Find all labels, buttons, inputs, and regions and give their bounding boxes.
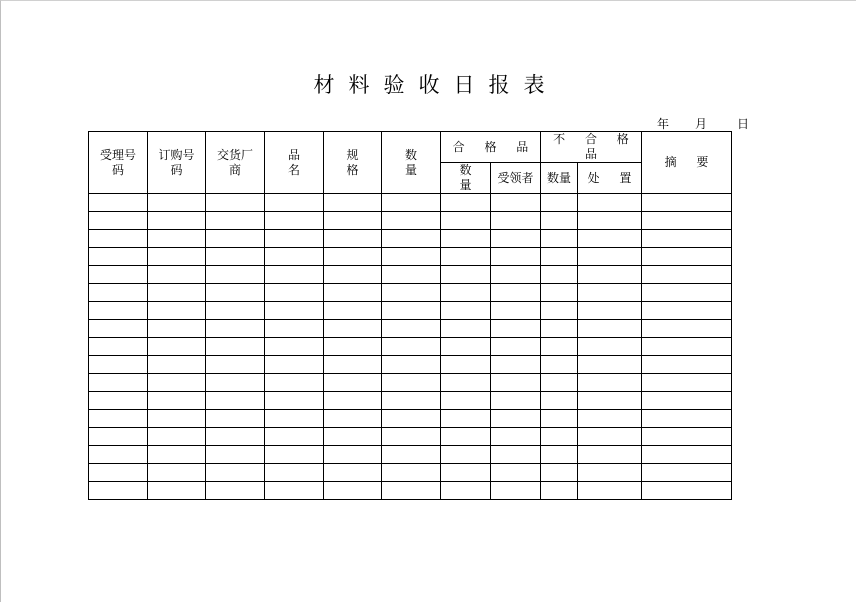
- table-cell: [148, 428, 206, 446]
- table-cell: [382, 320, 441, 338]
- table-cell: [324, 248, 382, 266]
- table-cell: [541, 482, 578, 500]
- table-cell: [491, 482, 541, 500]
- table-row: [89, 374, 732, 392]
- table-cell: [541, 338, 578, 356]
- table-cell: [491, 374, 541, 392]
- table-cell: [382, 194, 441, 212]
- table-cell: [324, 320, 382, 338]
- header-unqualified-disposal: 处 置: [578, 163, 642, 194]
- report-title: 材料验收日报表: [313, 73, 559, 97]
- table-cell: [642, 248, 732, 266]
- table-cell: [206, 302, 265, 320]
- table-cell: [491, 194, 541, 212]
- table-cell: [541, 302, 578, 320]
- table-cell: [206, 248, 265, 266]
- table-cell: [206, 392, 265, 410]
- table-cell: [148, 266, 206, 284]
- table-cell: [206, 320, 265, 338]
- header-row-1: [89, 132, 732, 163]
- table-cell: [148, 320, 206, 338]
- table-cell: [148, 284, 206, 302]
- table-cell: [491, 302, 541, 320]
- table-cell: [541, 374, 578, 392]
- table-cell: [324, 356, 382, 374]
- header-item-name: 品 名: [265, 132, 324, 194]
- table-cell: [382, 302, 441, 320]
- table-cell: [148, 338, 206, 356]
- table-cell: [541, 230, 578, 248]
- table-cell: [265, 230, 324, 248]
- table-row: [89, 230, 732, 248]
- table-cell: [206, 356, 265, 374]
- table-row: [89, 248, 732, 266]
- table-cell: [148, 446, 206, 464]
- table-cell: [89, 302, 148, 320]
- table-cell: [382, 248, 441, 266]
- table-row: [89, 356, 732, 374]
- table-cell: [441, 392, 491, 410]
- table-cell: [148, 194, 206, 212]
- table-cell: [441, 248, 491, 266]
- table-cell: [578, 410, 642, 428]
- table-row: [89, 428, 732, 446]
- table-cell: [491, 446, 541, 464]
- table-cell: [541, 464, 578, 482]
- table-cell: [541, 392, 578, 410]
- table-cell: [324, 392, 382, 410]
- table-cell: [578, 284, 642, 302]
- table-cell: [642, 320, 732, 338]
- table-cell: [441, 320, 491, 338]
- table-cell: [89, 194, 148, 212]
- table-cell: [265, 428, 324, 446]
- table-cell: [324, 410, 382, 428]
- table-cell: [578, 482, 642, 500]
- table-cell: [491, 428, 541, 446]
- table-row: [89, 410, 732, 428]
- table-cell: [89, 212, 148, 230]
- table-cell: [578, 392, 642, 410]
- table-cell: [382, 338, 441, 356]
- table-cell: [441, 284, 491, 302]
- table-cell: [578, 230, 642, 248]
- table-cell: [148, 410, 206, 428]
- table-cell: [324, 338, 382, 356]
- table-cell: [441, 428, 491, 446]
- table-cell: [578, 356, 642, 374]
- table-cell: [491, 284, 541, 302]
- table-cell: [265, 212, 324, 230]
- table-cell: [265, 338, 324, 356]
- table-cell: [148, 374, 206, 392]
- table-cell: [265, 302, 324, 320]
- header-qualified-receiver: 受领者: [491, 163, 541, 194]
- table-cell: [541, 356, 578, 374]
- table-cell: [324, 482, 382, 500]
- table-cell: [89, 356, 148, 374]
- table-cell: [541, 428, 578, 446]
- table-cell: [491, 266, 541, 284]
- table-cell: [642, 194, 732, 212]
- table-cell: [265, 482, 324, 500]
- table-cell: [265, 356, 324, 374]
- table-cell: [206, 338, 265, 356]
- table-cell: [148, 392, 206, 410]
- table-row: [89, 464, 732, 482]
- table-row: [89, 212, 732, 230]
- table-cell: [324, 374, 382, 392]
- header-qualified-qty: 数 量: [441, 163, 491, 194]
- table-cell: [642, 338, 732, 356]
- table-cell: [382, 230, 441, 248]
- table-cell: [89, 410, 148, 428]
- header-quantity: 数 量: [382, 132, 441, 194]
- table-cell: [89, 266, 148, 284]
- header-receipt-no: 受理号码: [89, 132, 148, 194]
- table-cell: [89, 482, 148, 500]
- table-cell: [89, 338, 148, 356]
- table-cell: [148, 356, 206, 374]
- table-cell: [324, 230, 382, 248]
- table-cell: [265, 410, 324, 428]
- table-cell: [382, 212, 441, 230]
- table-cell: [541, 410, 578, 428]
- table-cell: [148, 230, 206, 248]
- table-cell: [642, 284, 732, 302]
- table-cell: [382, 464, 441, 482]
- table-cell: [206, 266, 265, 284]
- header-qualified: 合 格 品: [441, 132, 541, 163]
- table-cell: [148, 464, 206, 482]
- table-cell: [265, 248, 324, 266]
- table-row: [89, 446, 732, 464]
- table-cell: [541, 320, 578, 338]
- table-cell: [148, 212, 206, 230]
- table-cell: [441, 266, 491, 284]
- table-cell: [541, 194, 578, 212]
- table-cell: [642, 428, 732, 446]
- table-cell: [148, 248, 206, 266]
- table-cell: [382, 446, 441, 464]
- table-cell: [324, 212, 382, 230]
- table-cell: [206, 284, 265, 302]
- table-cell: [642, 302, 732, 320]
- table-cell: [265, 374, 324, 392]
- table-cell: [642, 446, 732, 464]
- date-year-label: 年: [657, 117, 670, 131]
- table-cell: [382, 374, 441, 392]
- table-cell: [265, 284, 324, 302]
- table-cell: [441, 194, 491, 212]
- table-cell: [441, 302, 491, 320]
- table-cell: [89, 284, 148, 302]
- table-cell: [578, 320, 642, 338]
- table-cell: [441, 464, 491, 482]
- table-cell: [642, 212, 732, 230]
- table-cell: [578, 302, 642, 320]
- table-cell: [441, 374, 491, 392]
- table-cell: [642, 356, 732, 374]
- header-order-no: 订购号码: [148, 132, 206, 194]
- table-row: [89, 338, 732, 356]
- table-cell: [324, 446, 382, 464]
- table-cell: [491, 338, 541, 356]
- table-cell: [324, 194, 382, 212]
- table-cell: [578, 464, 642, 482]
- table-cell: [491, 410, 541, 428]
- table-cell: [265, 194, 324, 212]
- table-row: [89, 284, 732, 302]
- table-cell: [642, 266, 732, 284]
- table-cell: [89, 428, 148, 446]
- table-row: [89, 266, 732, 284]
- table-cell: [382, 410, 441, 428]
- table-cell: [578, 212, 642, 230]
- table-cell: [491, 320, 541, 338]
- table-cell: [206, 446, 265, 464]
- table-cell: [578, 248, 642, 266]
- table-cell: [491, 212, 541, 230]
- table-cell: [89, 464, 148, 482]
- table-cell: [206, 212, 265, 230]
- table-cell: [324, 284, 382, 302]
- report-table: [88, 131, 732, 500]
- table-cell: [578, 338, 642, 356]
- table-cell: [89, 230, 148, 248]
- table-cell: [89, 374, 148, 392]
- table-cell: [382, 266, 441, 284]
- table-cell: [491, 356, 541, 374]
- table-cell: [148, 482, 206, 500]
- table-cell: [89, 392, 148, 410]
- table-cell: [491, 392, 541, 410]
- table-cell: [206, 230, 265, 248]
- table-cell: [265, 266, 324, 284]
- table-row: [89, 302, 732, 320]
- table-cell: [206, 410, 265, 428]
- table-cell: [324, 464, 382, 482]
- table-cell: [578, 428, 642, 446]
- table-cell: [382, 482, 441, 500]
- table-row: [89, 194, 732, 212]
- table-cell: [265, 464, 324, 482]
- table-cell: [265, 446, 324, 464]
- date-line: [657, 115, 757, 132]
- table-cell: [324, 428, 382, 446]
- table-cell: [441, 410, 491, 428]
- table-cell: [206, 428, 265, 446]
- table-row: [89, 320, 732, 338]
- table-cell: [441, 230, 491, 248]
- table-cell: [265, 392, 324, 410]
- header-unqualified: 不 合 格 品: [541, 132, 642, 163]
- table-cell: [382, 356, 441, 374]
- table-cell: [541, 266, 578, 284]
- table-cell: [441, 338, 491, 356]
- table-cell: [578, 374, 642, 392]
- table-cell: [148, 302, 206, 320]
- table-cell: [324, 266, 382, 284]
- header-spec: 规 格: [324, 132, 382, 194]
- table-cell: [206, 482, 265, 500]
- table-cell: [89, 446, 148, 464]
- header-remarks: 摘 要: [642, 132, 732, 194]
- table-row: [89, 482, 732, 500]
- table-cell: [541, 446, 578, 464]
- date-day-label: 日: [737, 117, 750, 131]
- table-cell: [642, 464, 732, 482]
- table-cell: [382, 392, 441, 410]
- date-month-label: 月: [695, 117, 708, 131]
- table-cell: [491, 230, 541, 248]
- table-cell: [265, 320, 324, 338]
- table-cell: [541, 248, 578, 266]
- table-cell: [642, 374, 732, 392]
- table-cell: [541, 284, 578, 302]
- table-cell: [541, 212, 578, 230]
- table-cell: [491, 248, 541, 266]
- table-cell: [206, 464, 265, 482]
- table-cell: [441, 446, 491, 464]
- table-cell: [206, 374, 265, 392]
- table-cell: [578, 266, 642, 284]
- table-cell: [642, 410, 732, 428]
- table-cell: [491, 464, 541, 482]
- table-cell: [324, 302, 382, 320]
- table-cell: [642, 482, 732, 500]
- table-cell: [578, 194, 642, 212]
- table-row: [89, 392, 732, 410]
- table-cell: [441, 356, 491, 374]
- table-cell: [382, 428, 441, 446]
- table-cell: [441, 482, 491, 500]
- table-cell: [89, 248, 148, 266]
- table-cell: [642, 392, 732, 410]
- table-cell: [441, 212, 491, 230]
- table-cell: [578, 446, 642, 464]
- table-cell: [89, 320, 148, 338]
- table-cell: [642, 230, 732, 248]
- table-cell: [382, 284, 441, 302]
- header-supplier: 交货厂商: [206, 132, 265, 194]
- header-unqualified-qty: 数量: [541, 163, 578, 194]
- table-cell: [206, 194, 265, 212]
